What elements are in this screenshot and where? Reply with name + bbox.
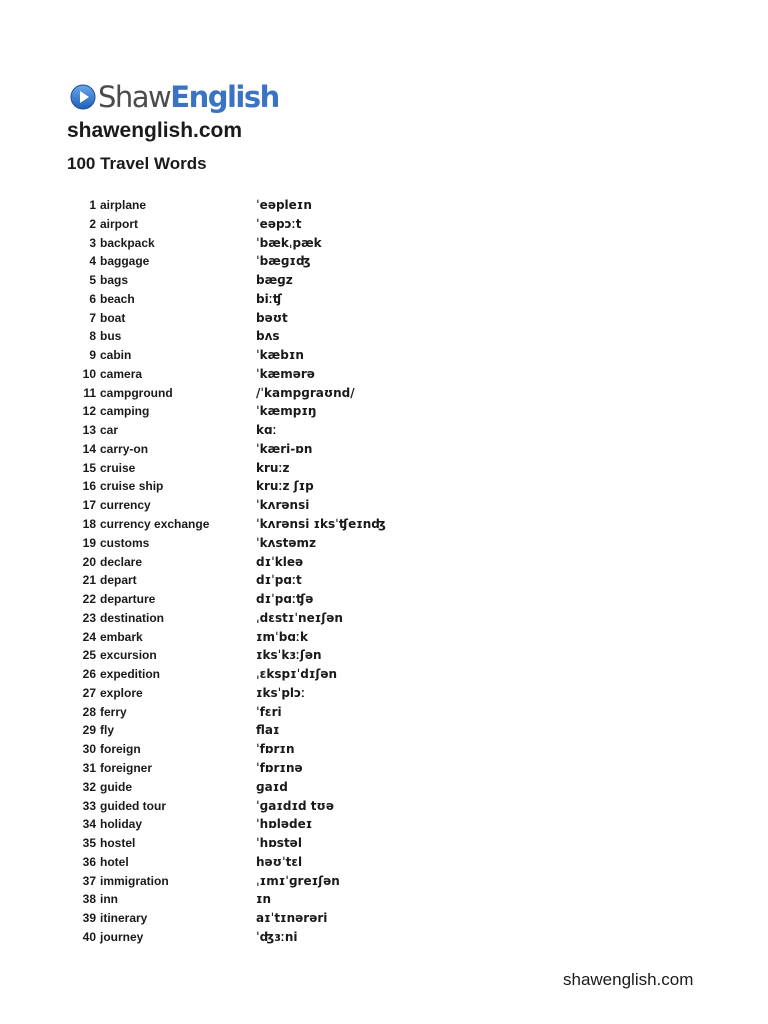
item-number: 40 bbox=[82, 929, 96, 944]
list-item bbox=[0, 646, 768, 665]
item-number: 6 bbox=[89, 291, 96, 306]
item-pronunciation: ɪksˈplɔː bbox=[256, 685, 306, 700]
list-item bbox=[0, 384, 768, 403]
list-item bbox=[0, 496, 768, 515]
item-word: immigration bbox=[100, 873, 169, 888]
item-pronunciation: ˈfɒrɪnə bbox=[256, 760, 303, 775]
item-number: 17 bbox=[82, 498, 96, 513]
item-word: cabin bbox=[100, 348, 132, 363]
item-pronunciation: kruːz bbox=[256, 460, 290, 475]
item-word: foreigner bbox=[100, 760, 153, 775]
item-number: 29 bbox=[82, 723, 96, 738]
list-item bbox=[0, 815, 768, 834]
item-number: 1 bbox=[89, 198, 96, 212]
item-number: 32 bbox=[82, 779, 96, 794]
item-word: ferry bbox=[100, 704, 127, 719]
item-pronunciation: biːʧ bbox=[256, 291, 282, 306]
item-number: 31 bbox=[82, 760, 96, 775]
item-word: hotel bbox=[100, 854, 129, 869]
item-word: bags bbox=[100, 273, 129, 288]
item-number: 37 bbox=[82, 873, 96, 888]
list-item bbox=[0, 402, 768, 421]
item-pronunciation: /ˈkampɡraʊnd/ bbox=[256, 385, 355, 400]
list-item bbox=[0, 309, 768, 328]
item-number: 36 bbox=[82, 854, 96, 869]
item-word: boat bbox=[100, 310, 126, 325]
item-word: campground bbox=[100, 385, 173, 400]
item-number: 25 bbox=[82, 648, 96, 663]
item-number: 18 bbox=[82, 517, 96, 532]
item-word: fly bbox=[100, 723, 115, 738]
item-number: 16 bbox=[82, 479, 96, 494]
item-pronunciation: ˈfɒrɪn bbox=[256, 742, 295, 757]
list-item bbox=[0, 797, 768, 816]
item-pronunciation: dɪˈpɑːʧə bbox=[256, 592, 314, 607]
item-word: airport bbox=[100, 216, 139, 231]
list-item bbox=[0, 346, 768, 365]
item-number: 24 bbox=[82, 629, 96, 644]
item-pronunciation: ˈkæmpɪŋ bbox=[256, 404, 317, 419]
item-word: baggage bbox=[100, 254, 150, 269]
list-item bbox=[0, 553, 768, 572]
item-pronunciation: ˈkʌstəmz bbox=[256, 535, 316, 550]
logo-text-english: English bbox=[170, 80, 279, 114]
item-word: carry-on bbox=[100, 441, 149, 456]
item-number: 13 bbox=[82, 423, 96, 438]
item-pronunciation: aɪˈtɪnərəri bbox=[256, 911, 328, 926]
word-list bbox=[0, 196, 768, 947]
item-word: journey bbox=[100, 929, 144, 944]
item-word: camping bbox=[100, 404, 150, 419]
item-pronunciation: flaɪ bbox=[256, 723, 280, 738]
item-pronunciation: həʊˈtɛl bbox=[256, 854, 303, 869]
item-pronunciation: dɪˈkleə bbox=[256, 554, 304, 569]
item-number: 30 bbox=[82, 742, 96, 757]
list-item bbox=[0, 196, 768, 215]
list-item bbox=[0, 515, 768, 534]
item-number: 20 bbox=[82, 554, 96, 569]
item-pronunciation: ˈfɛri bbox=[256, 704, 282, 719]
list-item bbox=[0, 590, 768, 609]
item-pronunciation: ɪn bbox=[256, 892, 272, 907]
list-item bbox=[0, 928, 768, 947]
item-number: 2 bbox=[89, 216, 96, 231]
item-number: 26 bbox=[82, 667, 96, 682]
item-word: currency exchange bbox=[100, 517, 210, 532]
list-item bbox=[0, 684, 768, 703]
item-number: 4 bbox=[89, 254, 96, 269]
item-pronunciation: ɡaɪd bbox=[256, 779, 288, 794]
item-pronunciation: ˌdɛstɪˈneɪʃən bbox=[256, 610, 343, 625]
item-number: 22 bbox=[82, 592, 96, 607]
list-item bbox=[0, 459, 768, 478]
item-word: inn bbox=[100, 892, 118, 907]
item-pronunciation: ɪmˈbɑːk bbox=[256, 629, 308, 644]
list-item bbox=[0, 759, 768, 778]
item-word: beach bbox=[100, 291, 135, 306]
footer-site-url: shawenglish.com bbox=[563, 970, 694, 989]
item-number: 15 bbox=[82, 460, 96, 475]
list-item bbox=[0, 853, 768, 872]
item-word: holiday bbox=[100, 817, 143, 832]
list-item bbox=[0, 365, 768, 384]
list-item bbox=[0, 571, 768, 590]
item-word: foreign bbox=[100, 742, 141, 757]
item-word: airplane bbox=[100, 198, 147, 212]
logo-text-shaw: Shaw bbox=[98, 80, 171, 114]
item-number: 38 bbox=[82, 892, 96, 907]
item-pronunciation: ˈbæɡɪʤ bbox=[256, 254, 311, 269]
item-pronunciation: ˌɛkspɪˈdɪʃən bbox=[256, 667, 338, 682]
item-word: currency bbox=[100, 498, 151, 513]
list-item bbox=[0, 290, 768, 309]
list-item bbox=[0, 477, 768, 496]
item-pronunciation: ˈkæbɪn bbox=[256, 348, 304, 363]
list-item bbox=[0, 534, 768, 553]
item-pronunciation: bæɡz bbox=[256, 273, 293, 288]
item-number: 10 bbox=[82, 366, 96, 381]
list-item bbox=[0, 271, 768, 290]
item-number: 23 bbox=[82, 610, 96, 625]
item-word: camera bbox=[100, 366, 143, 381]
item-word: backpack bbox=[100, 235, 155, 250]
list-item bbox=[0, 440, 768, 459]
item-pronunciation: ˈkæri-ɒn bbox=[256, 441, 313, 456]
item-word: declare bbox=[100, 554, 143, 569]
item-pronunciation: ˈkʌrənsi bbox=[256, 498, 310, 513]
item-word: destination bbox=[100, 610, 165, 625]
item-pronunciation: dɪˈpɑːt bbox=[256, 573, 302, 588]
brand-logo bbox=[70, 76, 279, 118]
item-number: 9 bbox=[89, 348, 96, 363]
item-number: 11 bbox=[83, 385, 96, 400]
item-word: car bbox=[100, 423, 119, 438]
item-pronunciation: ˈkæmərə bbox=[256, 366, 315, 381]
item-pronunciation: ˈɡaɪdɪd tʊə bbox=[256, 798, 334, 813]
list-item bbox=[0, 234, 768, 253]
item-number: 35 bbox=[82, 836, 96, 851]
item-word: embark bbox=[100, 629, 143, 644]
item-pronunciation: ɪksˈkɜːʃən bbox=[256, 648, 322, 663]
list-item bbox=[0, 778, 768, 797]
item-number: 8 bbox=[89, 329, 96, 344]
list-item bbox=[0, 665, 768, 684]
item-number: 39 bbox=[82, 911, 96, 926]
play-circle-icon bbox=[70, 84, 96, 110]
list-item bbox=[0, 740, 768, 759]
item-word: cruise ship bbox=[100, 479, 164, 494]
list-item bbox=[0, 890, 768, 909]
list-item bbox=[0, 327, 768, 346]
item-word: excursion bbox=[100, 648, 157, 663]
item-number: 27 bbox=[82, 685, 96, 700]
list-item bbox=[0, 834, 768, 853]
item-number: 5 bbox=[89, 273, 96, 288]
item-word: customs bbox=[100, 535, 150, 550]
item-pronunciation: ˈkʌrənsi ɪksˈʧeɪnʤ bbox=[256, 517, 386, 532]
list-item bbox=[0, 609, 768, 628]
item-pronunciation: ˈhɒstəl bbox=[256, 836, 302, 851]
item-number: 7 bbox=[89, 310, 96, 325]
list-item bbox=[0, 215, 768, 234]
list-item bbox=[0, 721, 768, 740]
item-word: itinerary bbox=[100, 911, 148, 926]
item-number: 34 bbox=[82, 817, 96, 832]
item-pronunciation: ˈeəpleɪn bbox=[256, 198, 312, 212]
item-number: 12 bbox=[82, 404, 96, 419]
item-word: guided tour bbox=[100, 798, 166, 813]
list-item bbox=[0, 872, 768, 891]
item-word: departure bbox=[100, 592, 156, 607]
item-number: 21 bbox=[82, 573, 96, 588]
item-pronunciation: bəʊt bbox=[256, 310, 288, 325]
item-word: depart bbox=[100, 573, 137, 588]
item-number: 28 bbox=[82, 704, 96, 719]
site-url: shawenglish.com bbox=[67, 119, 243, 142]
item-pronunciation: ˌɪmɪˈɡreɪʃən bbox=[256, 873, 340, 888]
item-word: expedition bbox=[100, 667, 161, 682]
item-word: explore bbox=[100, 685, 143, 700]
list-item bbox=[0, 421, 768, 440]
item-pronunciation: ˈbækˌpæk bbox=[256, 235, 322, 250]
item-number: 19 bbox=[82, 535, 96, 550]
item-pronunciation: kruːz ʃɪp bbox=[256, 479, 314, 494]
item-pronunciation: kɑː bbox=[256, 423, 277, 438]
item-pronunciation: ˈʤɜːni bbox=[256, 929, 298, 944]
item-word: cruise bbox=[100, 460, 136, 475]
item-pronunciation: ˈhɒlədeɪ bbox=[256, 817, 313, 832]
list-item bbox=[0, 909, 768, 928]
item-word: hostel bbox=[100, 836, 136, 851]
item-number: 3 bbox=[89, 235, 96, 250]
list-item bbox=[0, 252, 768, 271]
item-number: 33 bbox=[82, 798, 96, 813]
item-word: guide bbox=[100, 779, 132, 794]
list-item bbox=[0, 628, 768, 647]
list-item bbox=[0, 703, 768, 722]
item-pronunciation: bʌs bbox=[256, 329, 280, 344]
item-word: bus bbox=[100, 329, 122, 344]
item-pronunciation: ˈeəpɔːt bbox=[256, 216, 302, 231]
item-number: 14 bbox=[82, 441, 96, 456]
page-title: 100 Travel Words bbox=[67, 154, 207, 173]
